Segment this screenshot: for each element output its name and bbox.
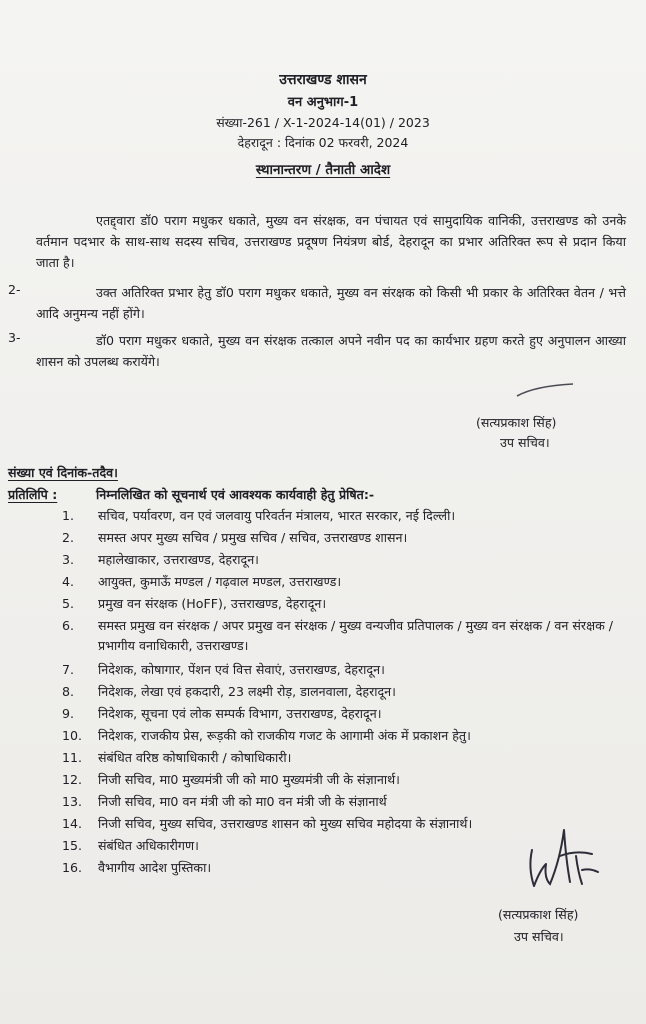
paragraph-3-number: 3- [8, 330, 21, 345]
list-item: 16. वैभागीय आदेश पुस्तिका। [62, 860, 212, 875]
handwritten-signature [520, 820, 610, 900]
list-item: 3. महालेखाकार, उत्तराखण्ड, देहरादून। [62, 552, 259, 567]
signatory-name-bottom: (सत्यप्रकाश सिंह) [498, 907, 579, 922]
signatory-designation-bottom: उप सचिव। [514, 929, 564, 944]
section-name: वन अनुभाग-1 [287, 95, 359, 110]
list-item: 6. समस्त प्रमुख वन संरक्षक / अपर प्रमुख वन संरक्षक / मुख्य वन्यजीव प्रतिपालक / मुख्य वन संरक्षक / वन संरक्षक / प्रभागीय वनाधिकारी, उत्तराखण्ड। [62, 618, 614, 653]
list-item: 14. निजी सचिव, मुख्य सचिव, उत्तराखण्ड शासन को मुख्य सचिव महोदया के संज्ञानार्थ। [62, 816, 473, 831]
copy-label: प्रतिलिपि : [8, 487, 58, 502]
signatory-designation-top: उप सचिव। [500, 435, 550, 450]
list-item: 13. निजी सचिव, मा0 वन मंत्री जी को मा0 वन मंत्री जी के संज्ञानार्थ [62, 794, 387, 809]
order-subject: स्थानान्तरण / तैनाती आदेश [255, 162, 391, 178]
list-item: 5. प्रमुख वन संरक्षक (HoFF), उत्तराखण्ड, देहरादून। [62, 596, 327, 611]
list-item: 1. सचिव, पर्यावरण, वन एवं जलवायु परिवर्तन मंत्रालय, भारत सरकार, नई दिल्ली। [62, 508, 456, 523]
list-item: 12. निजी सचिव, मा0 मुख्यमंत्री जी को मा0 मुख्यमंत्री जी के संज्ञानार्थ। [62, 772, 400, 787]
list-item: 10. निदेशक, राजकीय प्रेस, रूड़की को राजकीय गजट के आगामी अंक में प्रकाशन हेतु। [62, 728, 471, 743]
list-item: 4. आयुक्त, कुमाऊँ मण्डल / गढ़वाल मण्डल, उत्तराखण्ड। [62, 574, 342, 589]
copy-reference-line: संख्या एवं दिनांक-तदैव। [8, 465, 118, 480]
place-date: देहरादून : दिनांक 02 फरवरी, 2024 [237, 135, 409, 150]
government-title: उत्तराखण्ड शासन [279, 72, 367, 88]
paragraph-1: एतद्द्वारा डॉ0 पराग मधुकर धकाते, मुख्य वन संरक्षक, वन पंचायत एवं सामुदायिक वानिकी, उत्तराखण्ड को उनके वर्तमान पदभार के साथ-साथ सदस्य सचिव, उत्तराखण्ड प्रदूषण नियंत्रण बोर्ड, देहरादून का प्रभार अतिरिक्त रूप से प्रदान किया जाता है। [36, 213, 626, 270]
copy-intro: निम्नलिखित को सूचनार्थ एवं आवश्यक कार्यवाही हेतु प्रेषित:- [96, 487, 375, 502]
list-item: 15. संबंधित अधिकारीगण। [62, 838, 199, 853]
list-item: 8. निदेशक, लेखा एवं हकदारी, 23 लक्ष्मी रोड़, डालनवाला, देहरादून। [62, 684, 396, 699]
list-item: 11. संबंधित वरिष्ठ कोषाधिकारी / कोषाधिकारी। [62, 750, 292, 765]
list-item: 2. समस्त अपर मुख्य सचिव / प्रमुख सचिव / सचिव, उत्तराखण्ड शासन। [62, 530, 408, 545]
list-item: 7. निदेशक, कोषागार, पेंशन एवं वित्त सेवाएं, उत्तराखण्ड, देहरादून। [62, 662, 385, 677]
signatory-name-top: (सत्यप्रकाश सिंह) [476, 415, 557, 430]
signature-mark-top [515, 380, 575, 400]
reference-number: संख्या-261 / X-1-2024-14(01) / 2023 [216, 115, 430, 130]
list-item: 9. निदेशक, सूचना एवं लोक सम्पर्क विभाग, उत्तराखण्ड, देहरादून। [62, 706, 382, 721]
paragraph-2-number: 2- [8, 282, 21, 297]
paragraph-2: उक्त अतिरिक्त प्रभार हेतु डॉ0 पराग मधुकर धकाते, मुख्य वन संरक्षक को किसी भी प्रकार के अतिरिक्त वेतन / भत्ते आदि अनुमन्य नहीं होंगे। [36, 285, 626, 321]
paragraph-3: डॉ0 पराग मधुकर धकाते, मुख्य वन संरक्षक तत्काल अपने नवीन पद का कार्यभार ग्रहण करते हुए अनुपालन आख्या शासन को उपलब्ध करायेंगे। [36, 333, 626, 369]
